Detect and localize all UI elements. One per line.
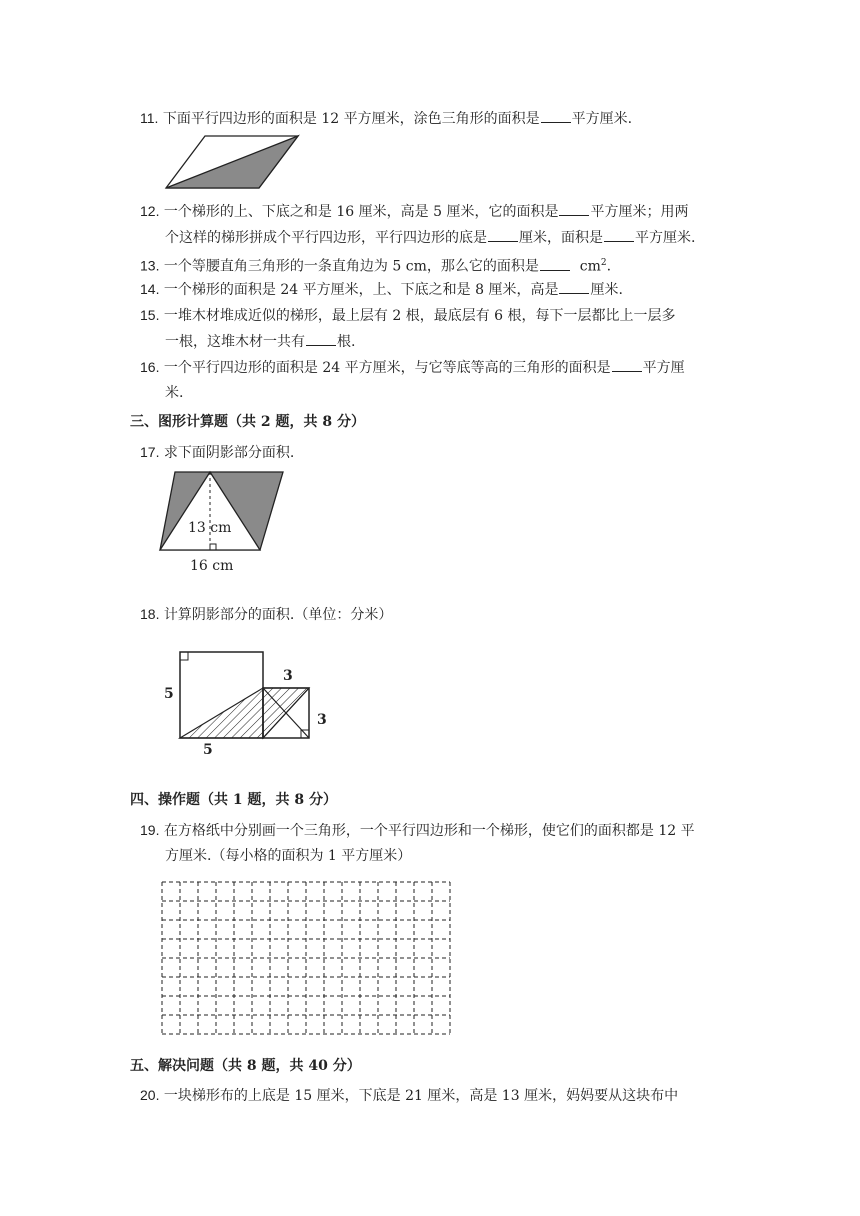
question-number: 14.	[140, 281, 160, 297]
question-number: 15.	[140, 307, 160, 323]
question-14	[140, 279, 623, 300]
question-text: 方厘米.（每小格的面积为 1 平方厘米）	[165, 848, 412, 864]
question-text: 平方厘	[642, 360, 685, 376]
question-text: 一堆木材堆成近似的梯形，最上层有 2 根，最底层有 6 根，每下一层都比上一层多	[163, 308, 676, 324]
question-text: 平方厘米；用两	[590, 204, 689, 220]
question-text: 厘米，面积是	[519, 230, 603, 246]
question-text: 在方格纸中分别画一个三角形，一个平行四边形和一个梯形，使它们的面积都是 12 平	[163, 823, 695, 839]
question-15-line-2	[165, 331, 355, 352]
answer-blank[interactable]	[559, 201, 589, 216]
question-18-figure	[155, 636, 335, 756]
question-11	[140, 108, 632, 129]
question-number: 12.	[140, 203, 160, 219]
left-label: 5	[164, 686, 174, 702]
question-text: 米.	[165, 385, 184, 401]
question-12-line-1	[140, 201, 688, 222]
question-text: 求下面阴影部分面积.	[163, 445, 295, 461]
question-text: 一个等腰直角三角形的一条直角边为 5 cm，那么它的面积是	[163, 258, 539, 275]
hatched-triangle-left	[180, 688, 263, 738]
question-text-end: 厘米.	[590, 282, 623, 298]
question-text: 下面平行四边形的面积是 12 平方厘米，涂色三角形的面积是	[162, 111, 540, 127]
question-18	[140, 604, 392, 625]
question-text: 一个平行四边形的面积是 24 平方厘米，与它等底等高的三角形的面积是	[163, 360, 611, 376]
question-17-figure	[150, 466, 295, 578]
section-3-heading: 三、图形计算题（共 2 题，共 8 分）	[130, 414, 365, 430]
question-text: 一根，这堆木材一共有	[165, 334, 305, 350]
question-number: 19.	[140, 822, 160, 838]
question-text: 平方厘米.	[635, 230, 696, 246]
question-13	[140, 253, 611, 277]
answer-blank[interactable]	[306, 331, 336, 346]
question-16-line-1	[140, 357, 685, 378]
question-16-line-2	[165, 383, 183, 403]
parallelogram-figure	[160, 132, 305, 192]
question-number: 13.	[140, 257, 160, 274]
question-text-end: .	[606, 258, 612, 275]
question-19-line-1	[140, 820, 695, 841]
question-number: 11.	[140, 110, 159, 126]
section-4-heading: 四、操作题（共 1 题，共 8 分）	[130, 792, 337, 808]
question-19-line-2	[165, 846, 411, 866]
question-text-end: 根.	[337, 334, 356, 350]
answer-blank[interactable]	[540, 256, 570, 271]
question-text: 一个梯形的面积是 24 平方厘米，上、下底之和是 8 厘米，高是	[163, 282, 559, 298]
question-17	[140, 442, 294, 463]
question-number: 16.	[140, 359, 160, 375]
top-label: 3	[283, 668, 293, 684]
right-label: 3	[317, 712, 327, 728]
question-text: 个这样的梯形拼成个平行四边形，平行四边形的底是	[165, 230, 487, 246]
bottom-label: 5	[203, 742, 213, 756]
right-angle-mark	[180, 652, 188, 660]
answer-blank[interactable]	[604, 227, 634, 242]
answer-blank[interactable]	[612, 357, 642, 372]
grid-paper[interactable]	[160, 880, 452, 1036]
unit-exponent: 2	[600, 258, 607, 268]
question-15-line-1	[140, 305, 676, 326]
answer-blank[interactable]	[559, 279, 589, 294]
section-5-heading: 五、解决问题（共 8 题，共 40 分）	[130, 1058, 361, 1074]
question-text-end: 平方厘米.	[571, 111, 633, 127]
answer-blank[interactable]	[488, 227, 518, 242]
height-label: 13 cm	[188, 520, 232, 536]
question-number: 17.	[140, 444, 160, 460]
question-text: 一个梯形的上、下底之和是 16 厘米，高是 5 厘米，它的面积是	[163, 204, 559, 220]
answer-blank[interactable]	[541, 108, 571, 123]
unit: cm	[579, 258, 601, 275]
question-number: 18.	[140, 606, 160, 622]
question-12-line-2	[165, 227, 695, 248]
question-number: 20.	[140, 1087, 160, 1103]
question-text: 一块梯形布的上底是 15 厘米，下底是 21 厘米，高是 13 厘米，妈妈要从这块布中	[163, 1088, 679, 1104]
base-label: 16 cm	[190, 558, 234, 574]
question-20	[140, 1085, 678, 1106]
question-text: 计算阴影部分的面积.（单位：分米）	[163, 607, 393, 623]
